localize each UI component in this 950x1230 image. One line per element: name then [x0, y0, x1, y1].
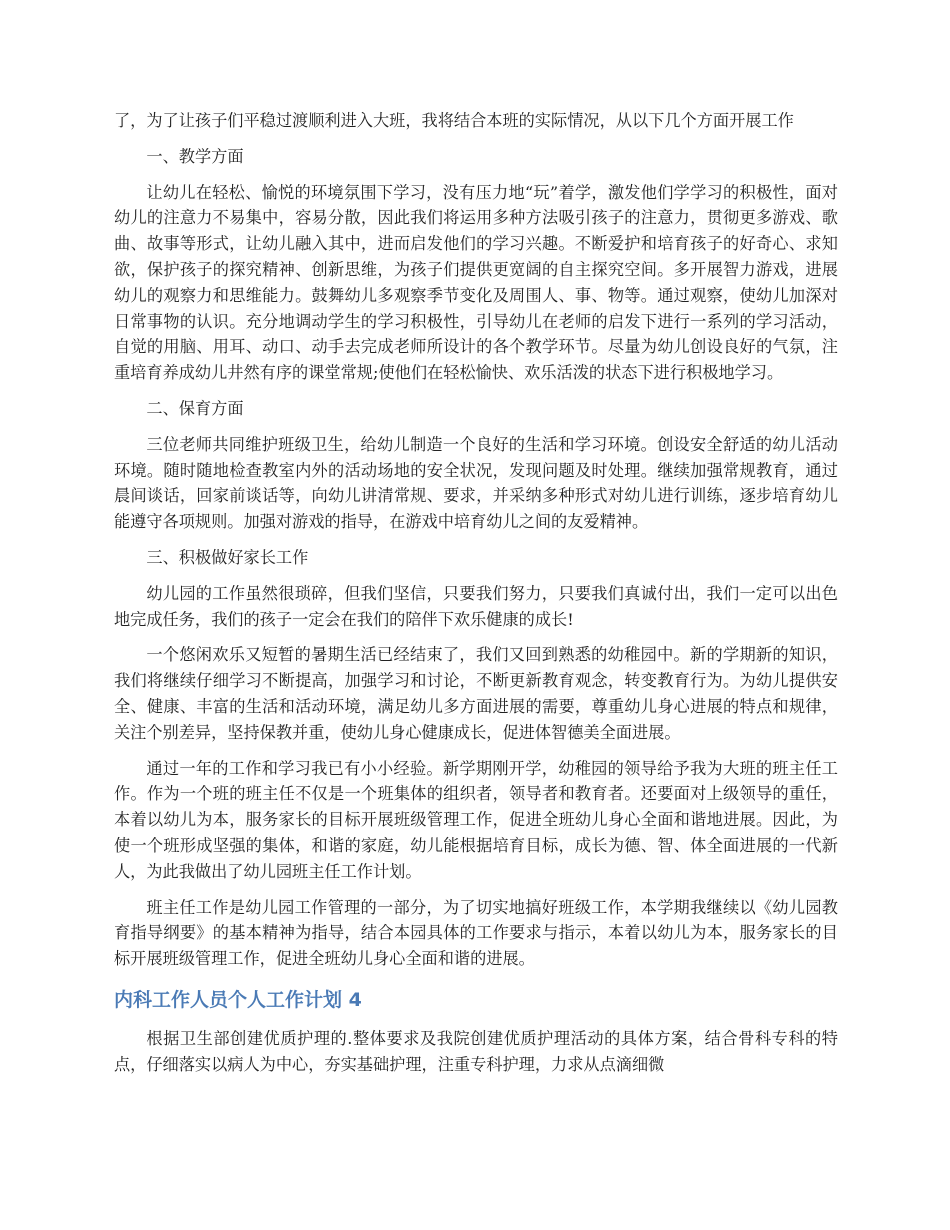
paragraph-childcare: 三位老师共同维护班级卫生，给幼儿制造一个良好的生活和学习环境。创设安全舒适的幼儿活动环境。随时随地检查教室内外的活动场地的安全状况，发现问题及时处理。继续加强常规教育，通过晨间谈话，回家前谈话等，向幼儿讲清常规、要求，并采纳多种形式对幼儿进行训练，逐步培育幼儿能遵守各项规则。加强对游戏的指导，在游戏中培育幼儿之间的友爱精神。 [114, 434, 838, 532]
paragraph-experience: 通过一年的工作和学习我已有小小经验。新学期刚开学，幼稚园的领导给予我为大班的班主任工作。作为一个班的班主任不仅是一个班集体的组织者，领导者和教育者。还要面对上级领导的重任，本着以幼儿为本，服务家长的目标开展班级管理工作，促进全班幼儿身心全面和谐地进展。因此，为使一个班形成坚强的集体，和谐的家庭，幼儿能根据培育目标，成长为德、智、体全面进展的一代新人，为此我做出了幼儿园班主任工作计划。 [114, 758, 838, 881]
section-heading: 内科工作人员个人工作计划 4 [114, 988, 362, 1011]
paragraph-class-management: 班主任工作是幼儿园工作管理的一部分，为了切实地搞好班级工作，本学期我继续以《幼儿园教育指导纲要》的基本精神为指导，结合本园具体的工作要求与指示，本着以幼儿为本，服务家长的目标开展班级管理工作，促进全班幼儿身心全面和谐的进展。 [114, 897, 838, 969]
paragraph-teaching: 让幼儿在轻松、愉悦的环境氛围下学习，没有压力地“玩”着学，激发他们学学习的积极性，面对幼儿的注意力不易集中，容易分散，因此我们将运用多种方法吸引孩子的注意力，贯彻更多游戏、歌曲、故事等形式，让幼儿融入其中，进而启发他们的学习兴趣。不断爱护和培育孩子的好奇心、求知欲，保护孩子的探究精神、创新思维，为孩子们提供更宽阔的自主探究空间。多开展智力游戏，进展幼儿的观察力和思维能力。鼓舞幼儿多观察季节变化及周围人、事、物等。通过观察，使幼儿加深对日常事物的认识。充分地调动学生的学习积极性，引导幼儿在老师的启发下进行一系列的学习活动，自觉的用脑、用耳、动口、动手去完成老师所设计的各个教学环节。尽量为幼儿创设良好的气氛，注重培育养成幼儿井然有序的课堂常规;使他们在轻松愉快、欢乐活泼的状态下进行积极地学习。 [114, 182, 838, 383]
paragraph-continuation: 了，为了让孩子们平稳过渡顺利进入大班，我将结合本班的实际情况，从以下几个方面开展工作 [114, 111, 794, 130]
subheading-childcare: 二、保育方面 [146, 398, 244, 418]
paragraph-nursing: 根据卫生部创建优质护理的.整体要求及我院创建优质护理活动的具体方案，结合骨科专科的特点，仔细落实以病人为中心，夯实基础护理，注重专科护理，力求从点滴细微 [114, 1028, 838, 1074]
document-page [114, 108, 838, 1088]
paragraph-new-semester: 一个悠闲欢乐又短暂的暑期生活已经结束了，我们又回到熟悉的幼稚园中。新的学期新的知识，我们将继续仔细学习不断提高，加强学习和讨论，不断更新教育观念，转变教育行为。为幼儿提供安全、健康、丰富的生活和活动环境，满足幼儿多方面进展的需要，尊重幼儿身心进展的特点和规律，关注个别差异，坚持保教并重，使幼儿身心健康成长，促进体智德美全面进展。 [114, 645, 838, 742]
paragraph-parents: 幼儿园的工作虽然很琐碎，但我们坚信，只要我们努力，只要我们真诚付出，我们一定可以出色地完成任务，我们的孩子一定会在我们的陪伴下欢乐健康的成长! [114, 583, 838, 629]
subheading-parents: 三、积极做好家长工作 [146, 547, 309, 567]
subheading-teaching: 一、教学方面 [146, 146, 244, 166]
